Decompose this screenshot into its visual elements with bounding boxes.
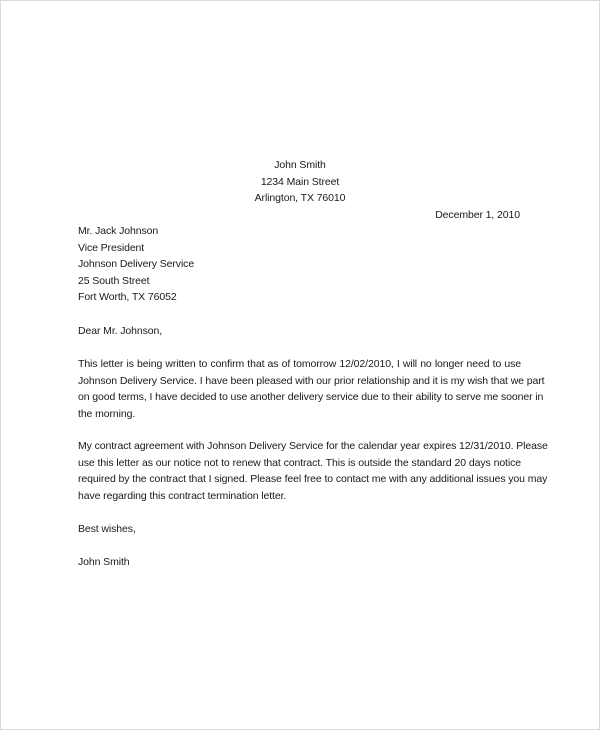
paragraph-line: My contract agreement with Johnson Delivery Service for the calendar year expires 12/31/2010. Please (78, 440, 548, 452)
paragraph-line: have regarding this contract termination letter. (78, 489, 287, 502)
body-paragraph-2 (78, 438, 548, 504)
sender-street: 1234 Main Street (260, 176, 340, 188)
paragraph-line: use this letter as our notice not to renew that contract. This is outside the standard 20 days notice (78, 456, 521, 469)
sender-city: Arlington, TX 76010 (254, 192, 346, 204)
paragraph-line: the morning. (78, 407, 136, 420)
recipient-title: Vice President (78, 242, 145, 254)
closing: Best wishes, (78, 523, 136, 535)
recipient-name: Mr. Jack Johnson (78, 225, 159, 237)
sender-name: John Smith (274, 159, 326, 171)
signature-name: John Smith (78, 556, 130, 568)
recipient-company: Johnson Delivery Service (78, 258, 195, 270)
paragraph-line: on good terms, I have decided to use another delivery service due to their ability to serve me sooner in (78, 391, 544, 403)
paragraph-line: This letter is being written to confirm that as of tomorrow 12/02/2010, I will no longer need to use (78, 358, 521, 370)
recipient-street: 25 South Street (78, 275, 150, 287)
paragraph-line: Johnson Delivery Service. I have been pleased with our prior relationship and it is my wish that we part (78, 374, 545, 387)
letter-date: December 1, 2010 (435, 209, 520, 221)
recipient-city: Fort Worth, TX 76052 (78, 291, 177, 303)
body-paragraph-1 (78, 356, 545, 422)
paragraph-line: required by the contract that I signed. Please feel free to contact me with any additional issues you may (78, 473, 548, 485)
salutation: Dear Mr. Johnson, (78, 325, 163, 337)
